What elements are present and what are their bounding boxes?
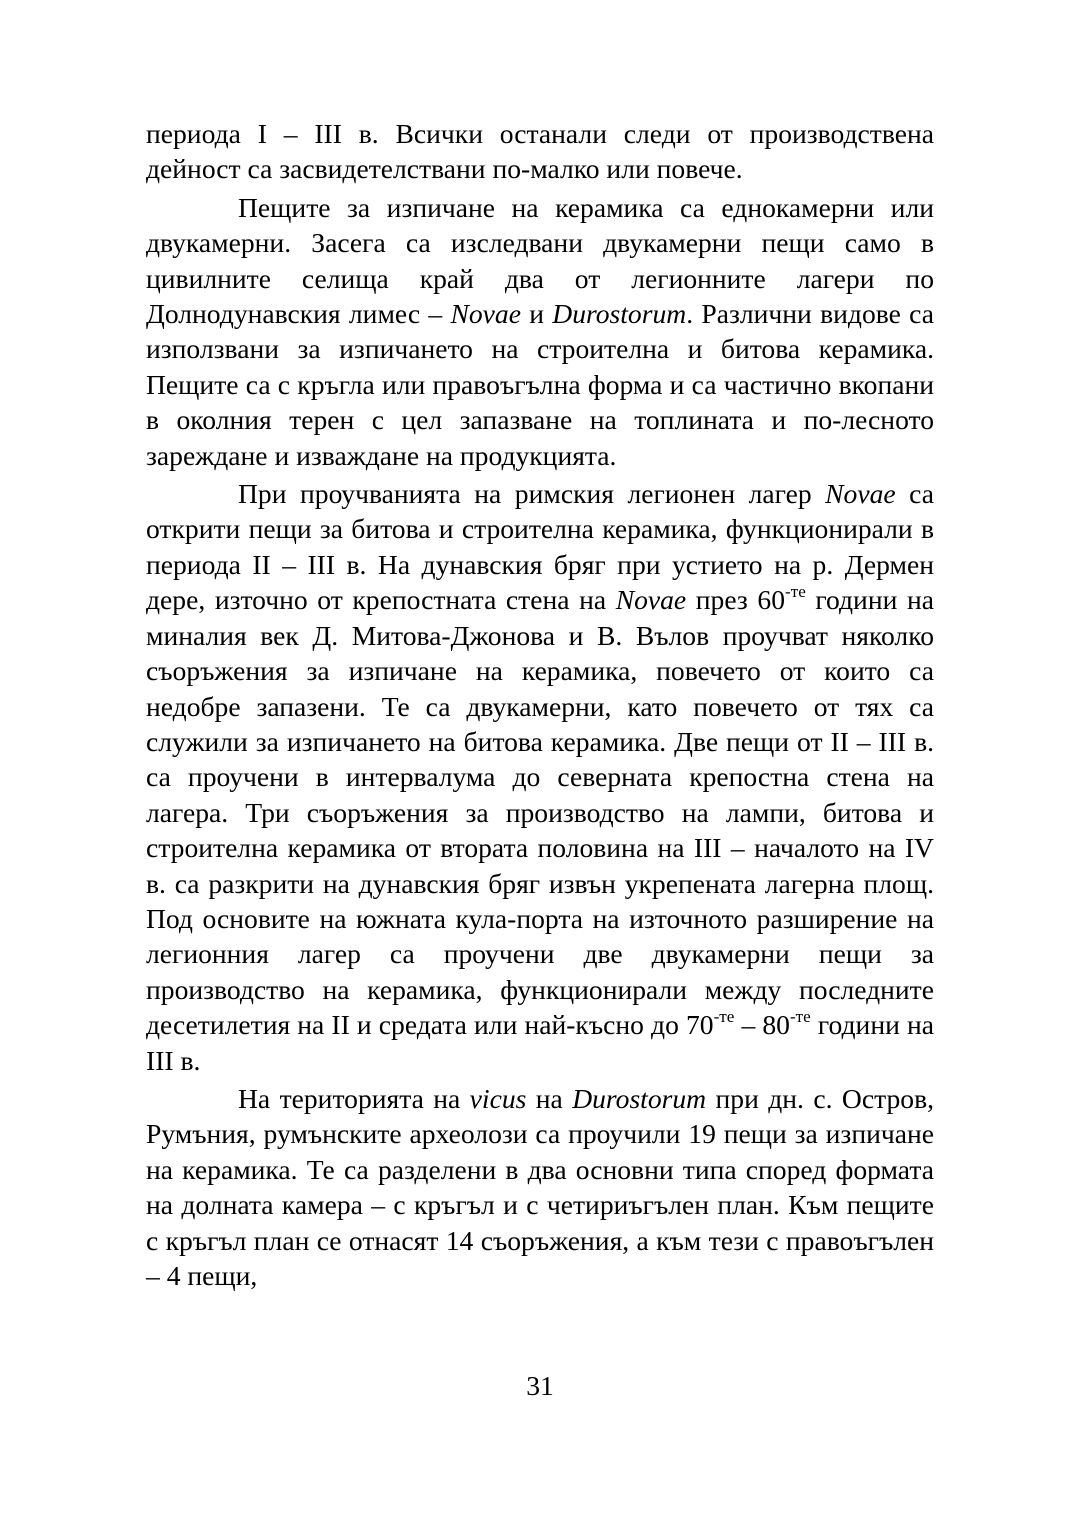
page-number: 31 (526, 1370, 554, 1401)
text-run: и (520, 298, 553, 330)
italic-term: vicus (469, 1082, 527, 1114)
text-run: при дн. с. Остров, Румъния, румънските археолози са проучили 19 пещи за изпичане на керамика. Те са разделени в два основни типа според формата на долната камера – с кръгъл и с четириъгълен план. Към пещите с кръгъл план се отнасят 14 съоръжения, а към тези с правоъгълен – 4 пещи, (146, 1082, 934, 1291)
text-run: периода I – III в. Всички останали следи от производствена дейност са засвидетелствани по-малко или повече. (146, 118, 934, 185)
text-run: На територията на (238, 1082, 470, 1114)
page-body (146, 116, 934, 1293)
paragraph-1 (146, 116, 934, 187)
text-run: години на миналия век Д. Митова-Джонова и В. Вълов проучват няколко съоръжения за изпичане на керамика, повечето от които са недобре запазени. Те са двукамерни, като повечето от тях са служили за изпичането на битова керамика. Две пещи от II – III в. са проучени в интервалума до северната крепостна стена на лагера. Три съоръжения за производство на лампи, битова и строителна керамика от втората половина на III – началото на IV в. са разкрити на дунавския бряг извън укрепената лагерна площ. Под основите на южната кула-порта на източното разширение на легионния лагер са проучени две двукамерни пещи за производство на керамика, функционирали между последните десетилетия на II и средата или най-късно до 70 (146, 584, 934, 1041)
superscript: -те (789, 1007, 811, 1027)
italic-term: Novae (615, 584, 687, 616)
italic-term: Novae (450, 298, 521, 330)
text-run: през 60 (686, 584, 786, 616)
paragraph-2 (146, 190, 934, 473)
text-run: При проучванията на римския легионен лагер (238, 478, 826, 510)
text-run: – 80 (734, 1009, 790, 1041)
superscript: -те (785, 582, 806, 602)
text-run: са открити пещи за битова и строителна керамика, функционирали в периода II – III в. На дунавския бряг при устието на р. Дермен дере, източно от крепостната стена на (146, 478, 934, 616)
paragraph-3 (146, 476, 934, 1078)
text-run: Пещите за изпичане на керамика са еднокамерни или двукамерни. Засега са изследвани двукамерни пещи само в цивилните селища край два от легионните лагери по Долнодунавския лимес – (146, 191, 934, 330)
text-run: на (526, 1082, 573, 1114)
paragraph-4 (146, 1081, 934, 1293)
italic-term: Durostorum (572, 1082, 707, 1114)
italic-term: Novae (825, 478, 896, 510)
text-run: . Различни видове са използвани за изпичането на строителна и битова керамика. Пещите са с кръгла или правоъгълна форма и са частично вкопани в околния терен с цел запазване на топлината и по-лесното зареждане и изваждане на продукцията. (146, 298, 934, 471)
italic-term: Durostorum (552, 298, 687, 330)
superscript: -те (713, 1007, 735, 1027)
text-run: години на III в. (146, 1009, 934, 1076)
